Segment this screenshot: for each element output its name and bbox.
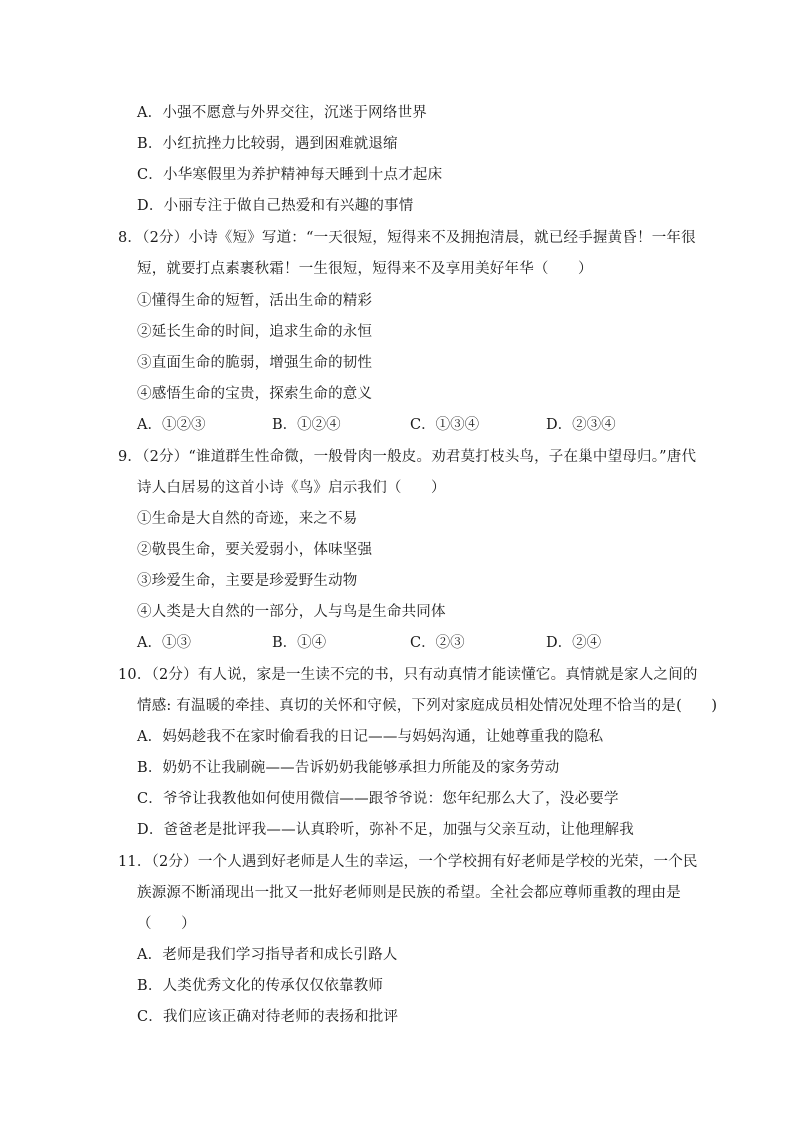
- q9-stem-line-1: 9．（2分）“谁道群生性命微，一般骨肉一般皮。劝君莫打枝头鸟，子在巢中望母归。”唐代: [118, 449, 697, 465]
- q11-option-c: C．我们应该正确对待老师的表扬和批评: [137, 1009, 399, 1025]
- q8-stem-line-2: 短，就要打点素裹秋霜！一生很短，短得来不及享用美好年华（ ）: [137, 261, 593, 277]
- q8-item-1: ①懂得生命的短暂，活出生命的精彩: [137, 293, 373, 309]
- q11-stem-line-3: （ ）: [137, 916, 196, 932]
- q11-option-a: A．老师是我们学习指导者和成长引路人: [137, 947, 398, 963]
- q9-stem-line-2: 诗人白居易的这首小诗《鸟》启示我们（ ）: [137, 480, 446, 496]
- q9-item-2: ②敬畏生命，要关爱弱小，体味坚强: [137, 542, 373, 558]
- q7-option-b: B．小红抗挫力比较弱，遇到困难就退缩: [137, 136, 398, 152]
- q8-item-4: ④感悟生命的宝贵，探索生命的意义: [137, 386, 373, 402]
- q9-item-4: ④人类是大自然的一部分，人与鸟是生命共同体: [137, 604, 446, 620]
- q10-option-a: A．妈妈趁我不在家时偷看我的日记——与妈妈沟通，让她尊重我的隐私: [137, 729, 604, 745]
- q10-option-c: C．爷爷让我教他如何使用微信——跟爷爷说：您年纪那么大了，没必要学: [137, 791, 619, 807]
- q9-choice-b: B．①④: [272, 635, 327, 651]
- q8-choice-b: B．①②④: [272, 417, 341, 433]
- q7-option-c: C．小华寒假里为养护精神每天睡到十点才起床: [137, 167, 443, 183]
- q8-item-2: ②延长生命的时间，追求生命的永恒: [137, 324, 373, 340]
- q11-option-b: B．人类优秀文化的传承仅仅依靠教师: [137, 978, 384, 994]
- q11-stem-line-1: 11．（2分）一个人遇到好老师是人生的幸运，一个学校拥有好老师是学校的光荣，一个民: [118, 854, 698, 870]
- q7-option-d: D．小丽专注于做自己热爱和有兴趣的事情: [137, 198, 414, 214]
- q10-option-b: B．奶奶不让我刷碗——告诉奶奶我能够承担力所能及的家务劳动: [137, 760, 560, 776]
- q8-choice-c: C．①③④: [410, 417, 480, 433]
- q8-item-3: ③直面生命的脆弱，增强生命的韧性: [137, 355, 373, 371]
- q9-choice-d: D．②④: [546, 635, 602, 651]
- q8-stem-line-1: 8．（2分）小诗《短》写道：“一天很短，短得来不及拥抱清晨，就已经手握黄昏！一年很: [118, 230, 696, 246]
- q10-stem-line-2: 情感: 有温暖的牵挂、真切的关怀和守候，下列对家庭成员相处情况处理不恰当的是( ): [137, 698, 718, 714]
- q8-choice-a: A．①②③: [137, 417, 206, 433]
- q7-option-a: A．小强不愿意与外界交往，沉迷于网络世界: [137, 105, 427, 121]
- q10-option-d: D．爸爸老是批评我——认真聆听，弥补不足，加强与父亲互动，让他理解我: [137, 822, 634, 838]
- q9-item-3: ③珍爱生命，主要是珍爱野生动物: [137, 573, 358, 589]
- q9-choice-a: A．①③: [137, 635, 191, 651]
- q8-choice-d: D．②③④: [546, 417, 616, 433]
- q11-stem-line-2: 族源源不断涌现出一批又一批好老师则是民族的希望。全社会都应尊师重教的理由是: [137, 885, 681, 901]
- q10-stem-line-1: 10．（2分）有人说，家是一生读不完的书，只有动真情才能读懂它。真情就是家人之间的: [118, 667, 698, 683]
- q9-item-1: ①生命是大自然的奇迹，来之不易: [137, 511, 358, 527]
- q9-choice-c: C．②③: [410, 635, 465, 651]
